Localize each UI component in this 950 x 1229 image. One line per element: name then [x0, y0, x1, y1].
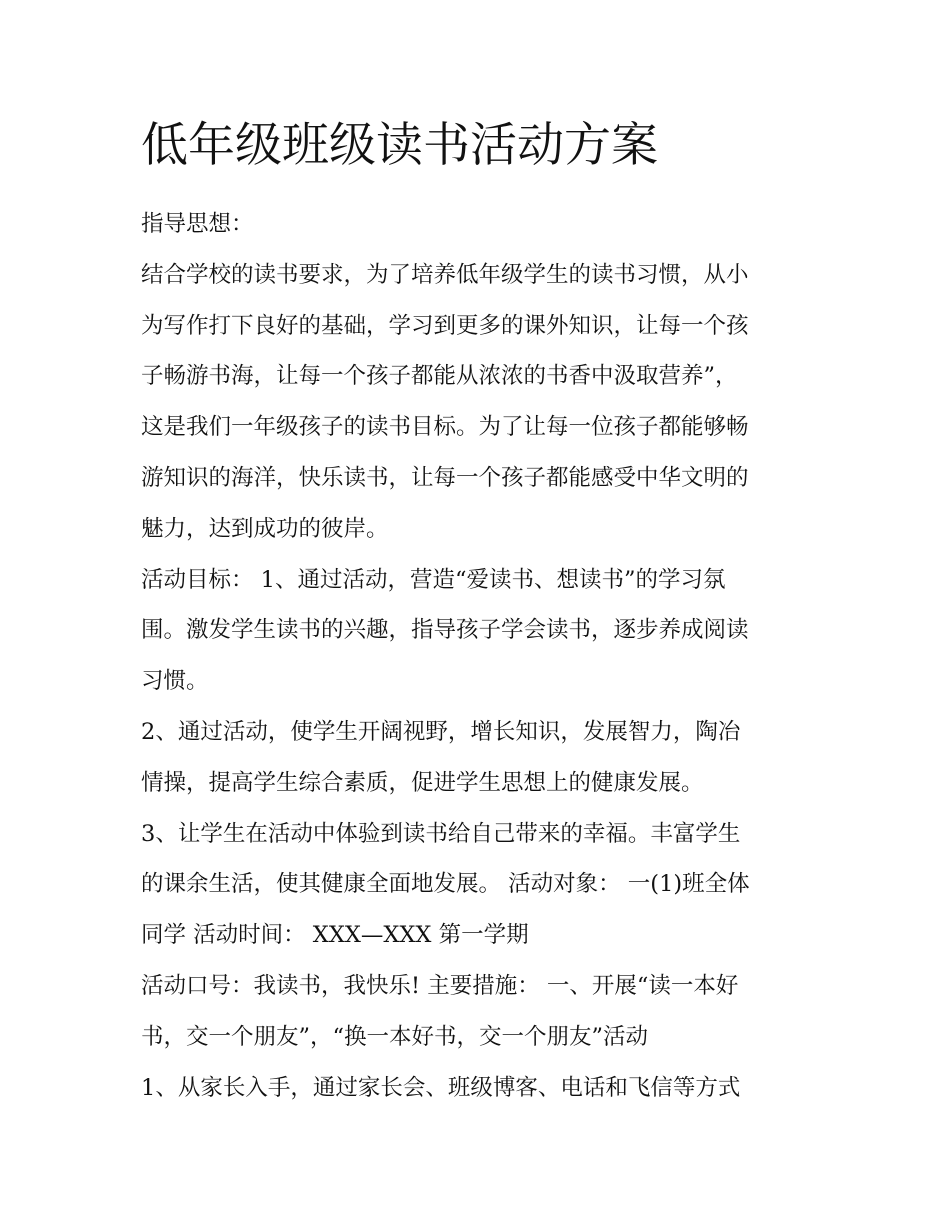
body-line: 1、从家长入手，通过家长会、班级博客、电话和飞信等方式 [141, 1074, 741, 1101]
body-line: 3、让学生在活动中体验到读书给自己带来的幸福。丰富学生 [141, 820, 741, 847]
body-line: 这是我们一年级孩子的读书目标。为了让每一位孩子都能够畅 [141, 414, 749, 441]
body-line: 魅力，达到成功的彼岸。 [141, 515, 389, 542]
body-line: 书，交一个朋友”，“换一本好书，交一个朋友”活动 [141, 1023, 649, 1050]
body-line: 子畅游书海，让每一个孩子都能从浓浓的书香中汲取营养”， [141, 363, 738, 390]
body-line: 围。激发学生读书的兴趣，指导孩子学会读书，逐步养成阅读 [141, 617, 749, 644]
document-title: 低年级班级读书活动方案 [141, 118, 658, 173]
body-line: 的课余生活，使其健康全面地发展。 活动对象： 一(1)班全体 [141, 871, 750, 898]
body-line: 游知识的海洋，快乐读书，让每一个孩子都能感受中华文明的 [141, 464, 749, 491]
body-line: 情操，提高学生综合素质，促进学生思想上的健康发展。 [141, 769, 704, 796]
body-line: 为写作打下良好的基础，学习到更多的课外知识，让每一个孩 [141, 312, 749, 339]
body-line: 活动口号：我读书，我快乐! 主要措施： 一、开展“读一本好 [141, 972, 739, 999]
body-line: 活动目标： 1、通过活动，营造“爱读书、想读书”的学习氛 [141, 566, 726, 593]
document-body [141, 199, 831, 1113]
body-line: 指导思想： [141, 211, 254, 237]
body-line: 同学 活动时间： XXX—XXX 第一学期 [141, 922, 529, 949]
body-line: 习惯。 [141, 668, 209, 695]
body-line: 结合学校的读书要求，为了培养低年级学生的读书习惯，从小 [141, 261, 749, 288]
body-line: 2、通过活动，使学生开阔视野，增长知识，发展智力，陶冶 [141, 718, 741, 745]
